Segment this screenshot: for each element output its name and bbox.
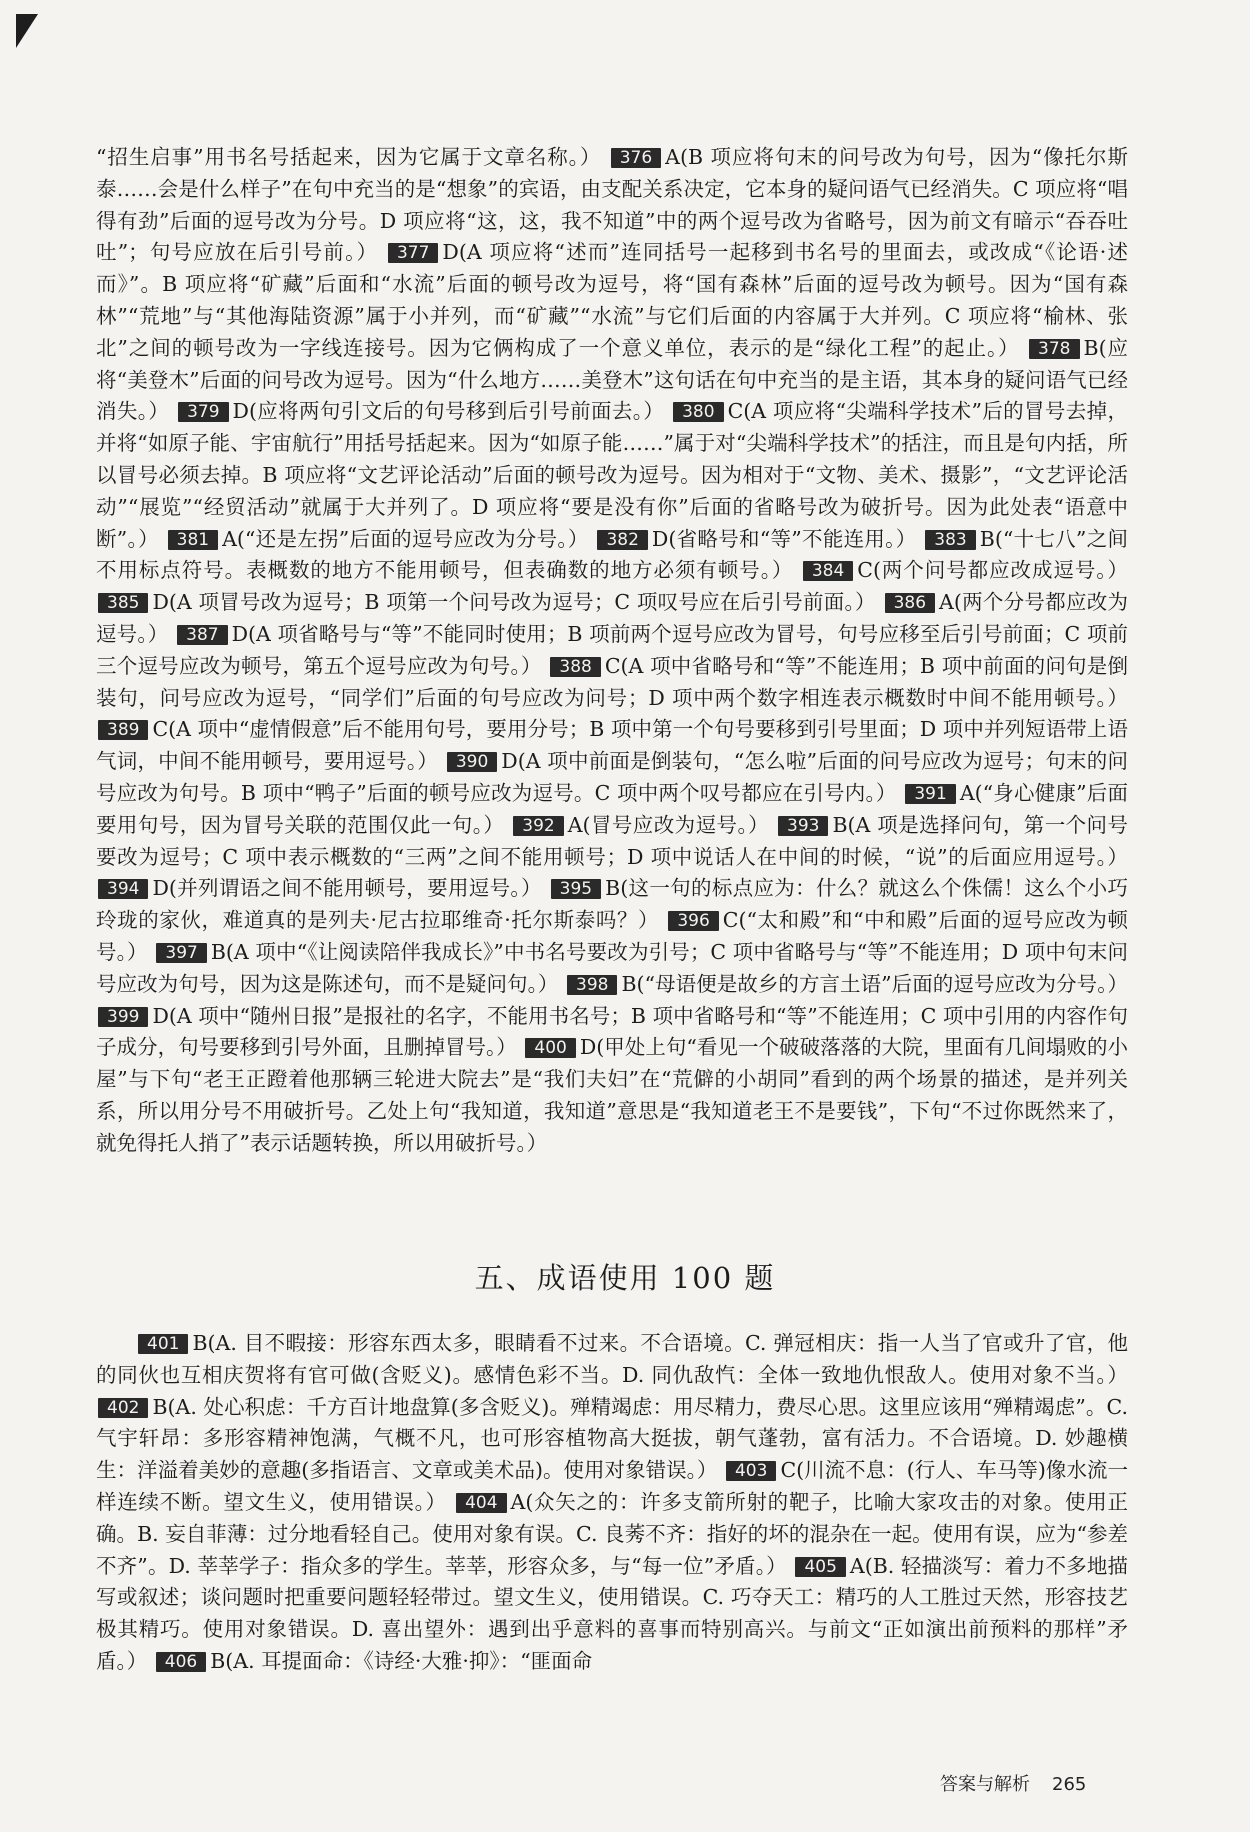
answer-text: D(省略号和“等”不能连用。）: [651, 526, 917, 551]
answer-item: [176, 399, 664, 423]
answer-text: A(“身心健康”后面要用句号，因为冒号关联的范围仅此一句。）: [96, 780, 1128, 837]
question-number-badge: 395: [551, 879, 601, 899]
footer-label: 答案与解析: [940, 1774, 1030, 1795]
answers-block-punctuation: [96, 142, 1128, 1160]
answer-item: [511, 813, 769, 837]
question-number-badge: 397: [156, 943, 206, 963]
question-number-badge: 378: [1029, 339, 1079, 359]
question-number-badge: 376: [611, 148, 661, 168]
question-number-badge: 392: [513, 816, 563, 836]
answer-text: A(B 项应将句末的问号改为句号，因为“像托尔斯泰……会是什么样子”在句中充当的是“想象”的宾语，由支配关系决定，它本身的疑问语气已经消失。C 项应将“唱得有劲”后面的逗号改为分号。D 项应将“这，这，我不知道”中的两个逗号改为省略号，因为前文有暗示“吞吞吐吐”；句号应放在后引号前。）: [96, 145, 1128, 265]
answer-text: “招生启事”用书名号括起来，因为它属于文章名称。）: [96, 145, 602, 169]
question-number-badge: 389: [98, 720, 148, 740]
answer-item: [154, 1649, 592, 1673]
question-number-badge: 377: [388, 243, 438, 263]
answer-text: D(A 项中“随州日报”是报社的名字，不能用书名号；B 项中省略号和“等”不能连用；C 项中引用的内容作句子成分，句号要移到引号外面，且删掉冒号。）: [96, 1003, 1128, 1060]
answer-item: [166, 527, 589, 551]
answer-text: B(应将“美登木”后面的问号改为逗号。因为“什么地方……美登木”这句话在句中充当的是主语，其本身的疑问语气已经消失。）: [96, 335, 1128, 424]
answer-text: D(并列谓语之间不能用顿号，要用逗号。）: [152, 876, 542, 901]
question-number-badge: 393: [778, 816, 828, 836]
answer-text: B(A. 目不暇接：形容东西太多，眼睛看不过来。不合语境。C. 弹冠相庆：指一人当了官或升了官，他的同伙也互相庆贺将有官可做(含贬义)。感情色彩不当。D. 同仇敌忾：全体一致地仇恨敌人。使用对象不当。）: [96, 1331, 1128, 1387]
answer-text: D(甲处上句“看见一个破破落落的大院，里面有几间塌败的小屋”与下句“老王正蹬着他那辆三轮进大院去”是“我们夫妇”在“荒僻的小胡同”看到的两个场景的描述，是并列关系，所以用分号不用破折号。乙处上句“我知道，我知道”意思是“我知道老王不是要钱”，下句“不过你既然来了，就免得托人捎了”表示话题转换，所以用破折号。）: [96, 1035, 1128, 1155]
question-number-badge: 403: [726, 1461, 776, 1481]
answer-text: A(两个分号都应改为逗号。）: [96, 590, 1128, 646]
answer-text: B(A 项中“《让阅读陪伴我成长》”中书名号要改为引号；C 项中省略号与“等”不能连用；D 项中句末问号应改为句号，因为这是陈述句，而不是疑问句。）: [96, 939, 1128, 996]
answer-text: C(“太和殿”和“中和殿”后面的逗号应改为顿号。）: [96, 908, 1128, 964]
answer-item: [96, 1331, 1128, 1387]
question-number-badge: 402: [98, 1398, 148, 1418]
question-number-badge: 399: [98, 1007, 148, 1027]
question-number-badge: 387: [177, 625, 227, 645]
answer-text: C(川流不息：(行人、车马等)像水流一样连续不断。望文生义，使用错误。）: [96, 1458, 1128, 1514]
answer-item: [565, 972, 1128, 996]
question-number-badge: 405: [795, 1557, 845, 1577]
answer-text: D(应将两句引文后的句号移到后引号前面去。）: [232, 399, 665, 424]
question-number-badge: 381: [168, 530, 218, 550]
question-number-badge: 394: [98, 879, 148, 899]
answer-text: B(“十七八”之间不用标点符号。表概数的地方不能用顿号，但表确数的地方必须有顿号。）: [96, 526, 1128, 583]
answer-text: D(A 项省略号与“等”不能同时使用；B 项前两个逗号应改为冒号，句号应移至后引号前面；C 项前三个逗号应改为顿号，第五个逗号应改为句号。）: [96, 621, 1129, 678]
answer-text: A(众矢之的：许多支箭所射的靶子，比喻大家攻击的对象。使用正确。B. 妄自菲薄：过分地看轻自己。使用对象有误。C. 良莠不齐：指好的坏的混杂在一起。使用有误，应为“参差不齐”。D. 莘莘学子：指众多的学生。莘莘，形容众多，与“每一位”矛盾。）: [96, 1489, 1128, 1578]
answer-item: [96, 145, 601, 169]
question-number-badge: 391: [905, 784, 955, 804]
question-number-badge: 404: [456, 1493, 506, 1513]
answer-text: B(A. 处心积虑：千方百计地盘算(多含贬义)。殚精竭虑：用尽精力，费尽心思。这里应该用“殚精竭虑”。C. 气宇轩昂：多形容精神饱满，气概不凡，也可形容植物高大挺拔，朝气蓬勃，富有活力。不合语境。D. 妙趣横生：洋溢着美妙的意趣(多指语言、文章或美术品)。使用对象错误。）: [96, 1394, 1128, 1483]
question-number-badge: 388: [550, 657, 600, 677]
answer-text: C(A 项应将“尖端科学技术”后的冒号去掉，并将“如原子能、宇宙航行”用括号括起来。因为“如原子能……”属于对“尖端科学技术”的括注，而且是句内括，所以冒号必须去掉。B 项应将“文艺评论活动”后面的顿号改为逗号。因为相对于“文物、美术、摄影”，“文艺评论活动”“展览”“经贸活动”就属于大并列了。D 项应将“要是没有你”后面的省略号改为破折号。因为此处表“语意中断”。）: [96, 399, 1128, 551]
question-number-badge: 380: [673, 402, 723, 422]
page-footer: [940, 1770, 1086, 1796]
answer-text: C(A 项中省略号和“等”不能连用；B 项中前面的问句是倒装句，问号应改为逗号，“同学们”后面的句号应改为问号；D 项中两个数字相连表示概数时中间不能用顿号。）: [96, 653, 1128, 710]
question-number-badge: 400: [525, 1038, 575, 1058]
question-number-badge: 390: [447, 752, 497, 772]
question-number-badge: 396: [668, 911, 718, 931]
answer-text: B(A. 耳提面命：《诗经·大雅·抑》：“匪面命: [210, 1648, 593, 1673]
answers-block-idioms: [96, 1328, 1128, 1678]
section-title: 五、成语使用 100 题: [474, 1261, 776, 1295]
answer-text: C(A 项中“虚情假意”后不能用句号，要用分号；B 项中第一个句号要移到引号里面；D 项中并列短语带上语气词，中间不能用顿号，要用逗号。）: [96, 717, 1128, 774]
answer-text: A(“还是左拐”后面的逗号应改为分号。）: [222, 526, 589, 551]
question-number-badge: 383: [925, 530, 975, 550]
answer-item: [96, 590, 876, 614]
question-number-badge: 386: [885, 593, 935, 613]
answer-text: B(A 项是选择问句，第一个问号要改为逗号；C 项中表示概数的“三两”之间不能用顿号；D 项中说话人在中间的时候，“说”的后面应用逗号。）: [96, 812, 1128, 869]
answer-item: [595, 527, 916, 551]
answer-item: [96, 876, 542, 900]
answer-item: [801, 558, 1128, 582]
answer-text: A(冒号应改为逗号。）: [567, 812, 770, 837]
question-number-badge: 379: [178, 402, 228, 422]
page-corner-mark: [16, 14, 38, 48]
answer-text: D(A 项中前面是倒装句，“怎么啦”后面的问号应改为逗号；句末的问号应改为句号。B 项中“鸭子”后面的顿号应改为逗号。C 项中两个叹号都应在引号内。）: [96, 749, 1129, 805]
question-number-badge: 384: [803, 561, 853, 581]
question-number-badge: 382: [597, 530, 647, 550]
answer-text: B(这一句的标点应为：什么？就这么个侏儒！这么个小巧玲珑的家伙，难道真的是列夫·尼古拉耶维奇·托尔斯泰吗？）: [96, 876, 1128, 933]
answer-text: D(A 项冒号改为逗号；B 项第一个问号改为逗号；C 项叹号应在后引号前面。）: [152, 590, 876, 615]
answer-text: D(A 项应将“述而”连同括号一起移到书名号的里面去，或改成“《论语·述而》”。B 项应将“矿藏”后面和“水流”后面的顿号改为逗号，将“国有森林”后面的逗号改为顿号。因为“国有森林”“荒地”与“其他海陆资源”属于小并列，而“矿藏”“水流”与它们后面的内容属于大并列。C 项应将“榆林、张北”之间的顿号改为一字线连接号。因为它俩构成了一个意义单位，表示的是“绿化工程”的起止。）: [96, 240, 1128, 360]
answer-text: B(“母语便是故乡的方言土语”后面的逗号应改为分号。）: [621, 971, 1128, 996]
page-number: 265: [1052, 1774, 1087, 1795]
answer-text: A(B. 轻描淡写：着力不多地描写或叙述；谈问题时把重要问题轻轻带过。望文生义，使用错误。C. 巧夺天工：精巧的人工胜过天然，形容技艺极其精巧。使用对象错误。D. 喜出望外：遇到出乎意料的喜事而特别高兴。与前文“正如演出前预料的那样”矛盾。）: [96, 1553, 1128, 1673]
question-number-badge: 398: [567, 975, 617, 995]
question-number-badge: 406: [156, 1652, 206, 1672]
answer-text: C(两个问号都应改成逗号。）: [857, 558, 1129, 583]
question-number-badge: 385: [98, 593, 148, 613]
question-number-badge: 401: [138, 1334, 188, 1354]
